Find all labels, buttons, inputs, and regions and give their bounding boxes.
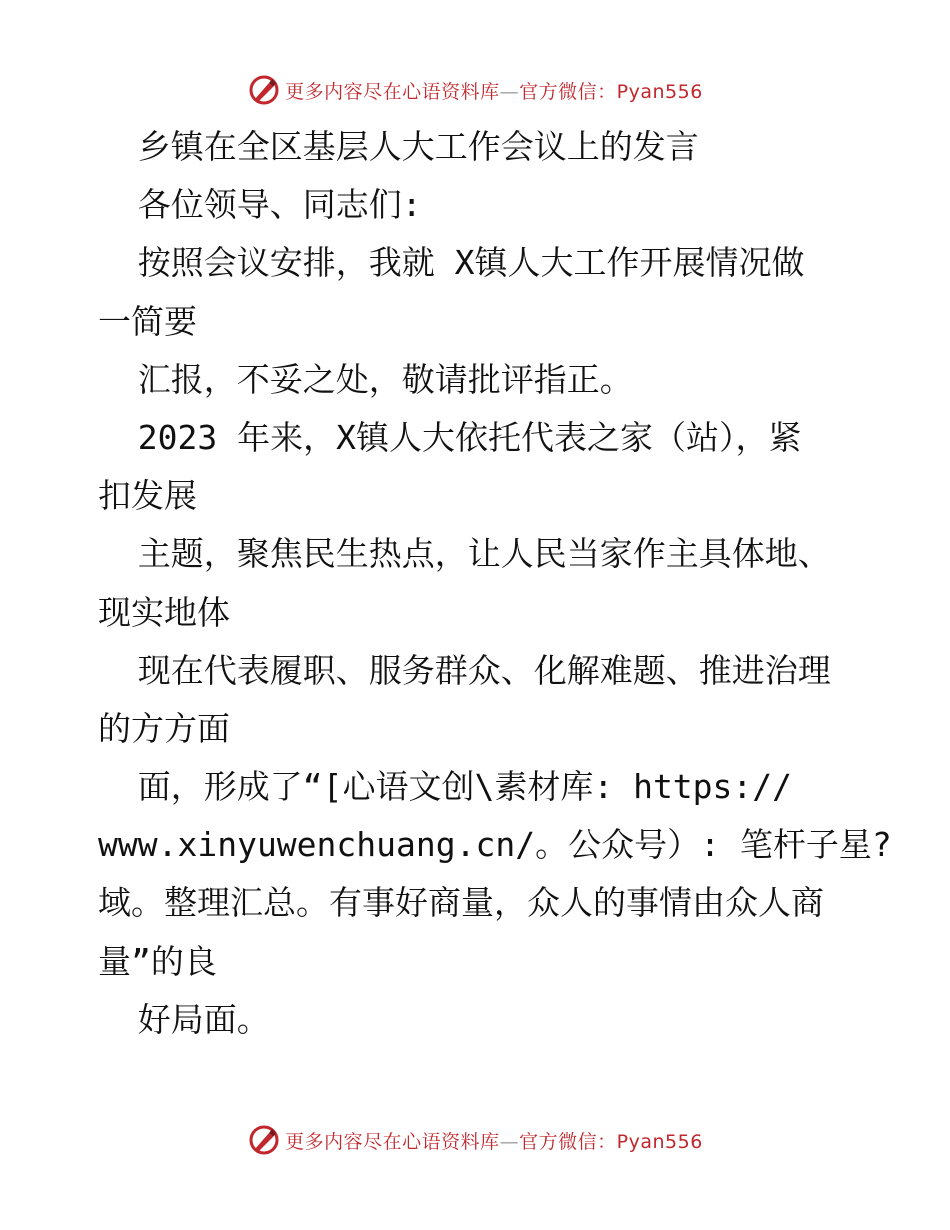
doc-line: 2023 年来，X镇人大依托代表之家（站），紧	[98, 417, 802, 457]
doc-line: 主题，聚焦民生热点，让人民当家作主具体地、	[98, 534, 831, 574]
doc-line: 一简要	[98, 301, 197, 341]
doc-line: 现实地体	[98, 592, 230, 632]
doc-line: 域。整理汇总。有事好商量，众人的事情由众人商	[98, 883, 824, 923]
pen-logo-icon	[247, 73, 281, 107]
watermark-text: 更多内容尽在心语资料库—官方微信：Pyan556	[285, 80, 703, 103]
pen-logo-icon	[247, 1123, 281, 1157]
doc-line: 现在代表履职、服务群众、化解难题、推进治理	[98, 650, 831, 690]
header-watermark	[0, 70, 950, 110]
doc-line: 好局面。	[98, 999, 270, 1039]
doc-line: www.xinyuwenchuang.cn/。公众号）: 笔杆子星?	[98, 825, 892, 865]
watermark-text: 更多内容尽在心语资料库—官方微信：Pyan556	[285, 1130, 703, 1153]
doc-line: 扣发展	[98, 476, 197, 516]
footer-watermark	[0, 1120, 950, 1160]
doc-line: 量”的良	[98, 941, 217, 981]
doc-line: 汇报，不妥之处，敬请批评指正。	[98, 359, 633, 399]
doc-salutation: 各位领导、同志们:	[98, 185, 422, 225]
doc-line: 按照会议安排，我就 X镇人大工作开展情况做	[98, 243, 805, 283]
doc-title: 乡镇在全区基层人大工作会议上的发言	[98, 127, 699, 166]
document-body	[98, 118, 892, 1049]
doc-line: 的方方面	[98, 708, 230, 748]
doc-line: 面，形成了“[心语文创\素材库: https://	[98, 767, 793, 807]
